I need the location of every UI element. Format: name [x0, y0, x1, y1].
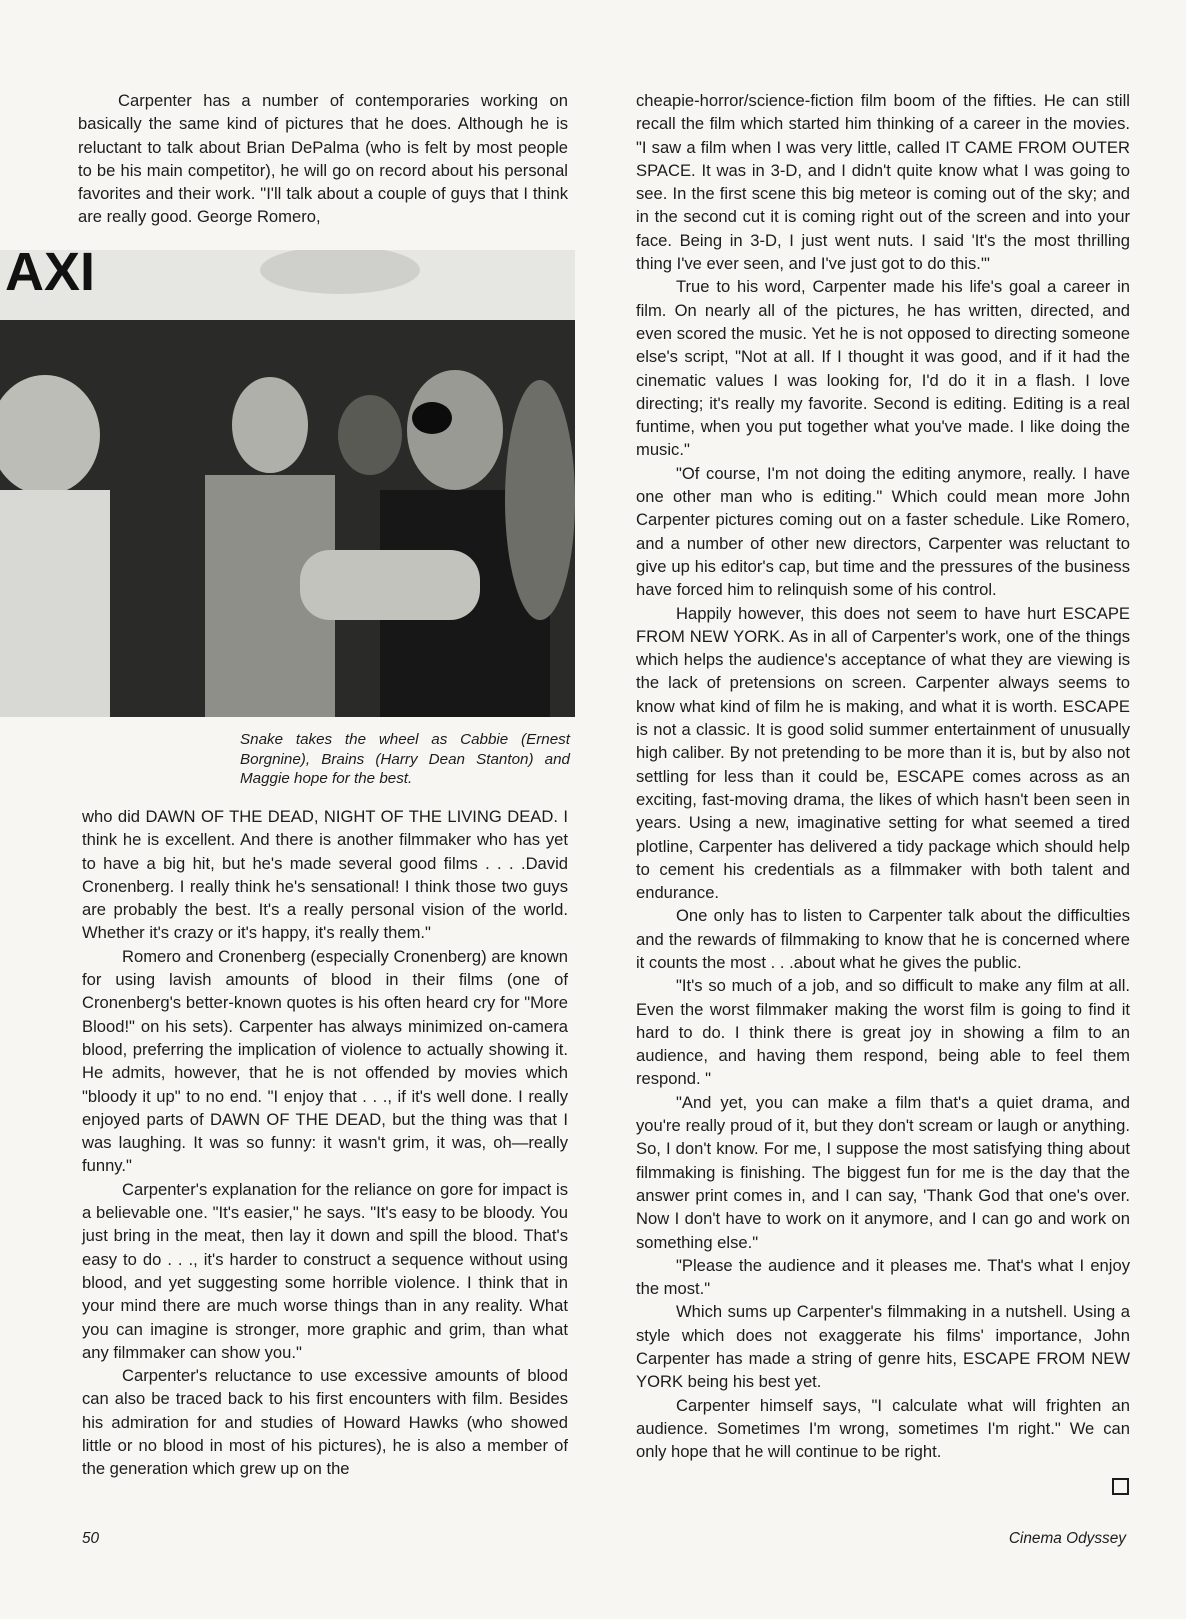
paragraph: cheapie-horror/science-fiction film boom of the fifties. He can still recall the film which started him thinking of a career in the movies. "I saw a film when I was very little, called IT CAME FROM OUTER SPACE. It was in 3-D, and I didn't quite know what I was going to see. In the first scene this big meteor is coming out of the sky; and in the second cut it is coming right out of the screen and into your face. Being in 3-D, I just went nuts. I said 'It's the most thrilling thing I've ever seen, and I've just got to do this.'" [636, 91, 1130, 274]
paragraph: "And yet, you can make a film that's a quiet drama, and you're really proud of it, but they don't scream or laugh or anything. So, I don't know. For me, I suppose the most satisfying thing about filmmaking is finishing. The biggest fun for me is the day that the answer print comes in, and I can say, 'Thank God that one's over. Now I don't have to work on it anymore, and I can go and work on something else." [636, 1092, 1130, 1252]
right-column [636, 89, 1130, 1464]
paragraph: Which sums up Carpenter's filmmaking in a nutshell. Using a style which does not exaggerate his films' importance, John Carpenter has made a string of genre hits, ESCAPE FROM NEW YORK being his best yet. [636, 1302, 1130, 1392]
left-column-top [78, 89, 568, 229]
page-number: 50 [82, 1530, 100, 1547]
paragraph: One only has to listen to Carpenter talk about the difficulties and the rewards of filmmaking to know that he is concerned where it counts the most . . .about what he gives the public. [636, 906, 1130, 972]
paragraph: True to his word, Carpenter made his life's goal a career in film. On nearly all of the pictures, he has written, directed, and even scored the music. Yet he is not opposed to directing someone else's script, "Not at all. If I thought it was good, and if it had the cinematic values I was looking for, I'd do it in a flash. I love directing; it's really my favorite. Second is editing. Editing is a real funtime, when you put together what you've made. I like doing the music." [636, 277, 1130, 460]
film-still-photo [0, 250, 575, 717]
paragraph: Carpenter has a number of contemporaries working on basically the same kind of pictures that he does. Although he is reluctant to talk about Brian DePalma (who is felt by most people to be his main competitor), he will go on record about his personal favorites and their work. "I'll talk about a couple of guys that I think are really good. George Romero, [78, 91, 568, 227]
paragraph: Carpenter himself says, "I calculate what will frighten an audience. Sometimes I'm wrong, sometimes I'm right." We can only hope that he will continue to be right. [636, 1395, 1130, 1462]
photo-caption: Snake takes the wheel as Cabbie (Ernest Borgnine), Brains (Harry Dean Stanton) and Maggie hope for the best. [240, 731, 570, 788]
paragraph: who did DAWN OF THE DEAD, NIGHT OF THE LIVING DEAD. I think he is excellent. And there is another filmmaker who has yet to have a big hit, but he's made several good films . . . .David Cronenberg. I really think he's sensational! I think those two guys are probably the best. It's a really personal vision of the world. Whether it's crazy or it's happy, it's really them." [82, 807, 568, 943]
end-of-article-mark [1112, 1478, 1129, 1495]
paragraph: "It's so much of a job, and so difficult to make any film at all. Even the worst filmmaker making the worst film is going to find it hard to do. I think there is great joy in showing a film to an audience, and having them respond, being able to feel them respond. " [636, 976, 1130, 1089]
paragraph: "Of course, I'm not doing the editing anymore, really. I have one other man who is editing." Which could mean more John Carpenter pictures coming out on a faster schedule. Like Romero, and a number of other new directors, Carpenter was reluctant to give up his editor's cap, but time and the pressures of the business have forced him to relinquish some of his control. [636, 463, 1130, 600]
magazine-name: Cinema Odyssey [1008, 1530, 1126, 1547]
paragraph: "Please the audience and it pleases me. That's what I enjoy the most." [636, 1255, 1130, 1299]
paragraph: Romero and Cronenberg (especially Cronenberg) are known for using lavish amounts of blood in their films (one of Cronenberg's better-known quotes is his often heard cry for "More Blood!" on his sets). Carpenter has always minimized on-camera blood, preferring the implication of violence to actually showing it. He admits, however, that he is not offended by movies which "bloody it up" to no end. "I enjoy that . . ., if it's well done. I really enjoyed parts of DAWN OF THE DEAD, but the thing was that I was laughing. It was so funny: it wasn't grim, it was, oh—really funny." [82, 946, 568, 1176]
paragraph: Happily however, this does not seem to have hurt ESCAPE FROM NEW YORK. As in all of Carpenter's work, one of the things which helps the audience's acceptance of what they are viewing is the lack of pretensions on screen. Carpenter always seems to know what kind of film he is making, and what it is worth. ESCAPE is not a classic. It is good solid summer entertainment of unusually high caliber. By not pretending to be more than it is, but by also not settling for less than it could be, ESCAPE comes across as an exciting, fast-moving drama, the likes of which hasn't been seen in years. Using a new, imaginative setting for what seemed a tired plotline, Carpenter has delivered a tidy package which should help to cement his credentials as a filmmaker with both talent and endurance. [636, 603, 1130, 903]
taxi-sign-text: AXI [5, 250, 96, 302]
paragraph: Carpenter's explanation for the reliance on gore for impact is a believable one. "It's easier," he says. "It's easy to be bloody. You just bring in the meat, then lay it down and spill the blood. That's easy to do . . ., it's harder to construct a sequence without using blood, and yet suggesting some horrible violence. I think that in your mind there are much worse things than in any reality. What you can imagine is stronger, more graphic and grim, than what any filmmaker can show you." [82, 1179, 568, 1362]
paragraph: Carpenter's reluctance to use excessive amounts of blood can also be traced back to his first encounters with film. Besides his admiration for and studies of Howard Hawks (who showed little or no blood in most of his pictures), he is also a member of the generation which grew up on the [82, 1366, 568, 1479]
photo-illustration [0, 250, 575, 717]
left-column-bottom [82, 805, 568, 1481]
